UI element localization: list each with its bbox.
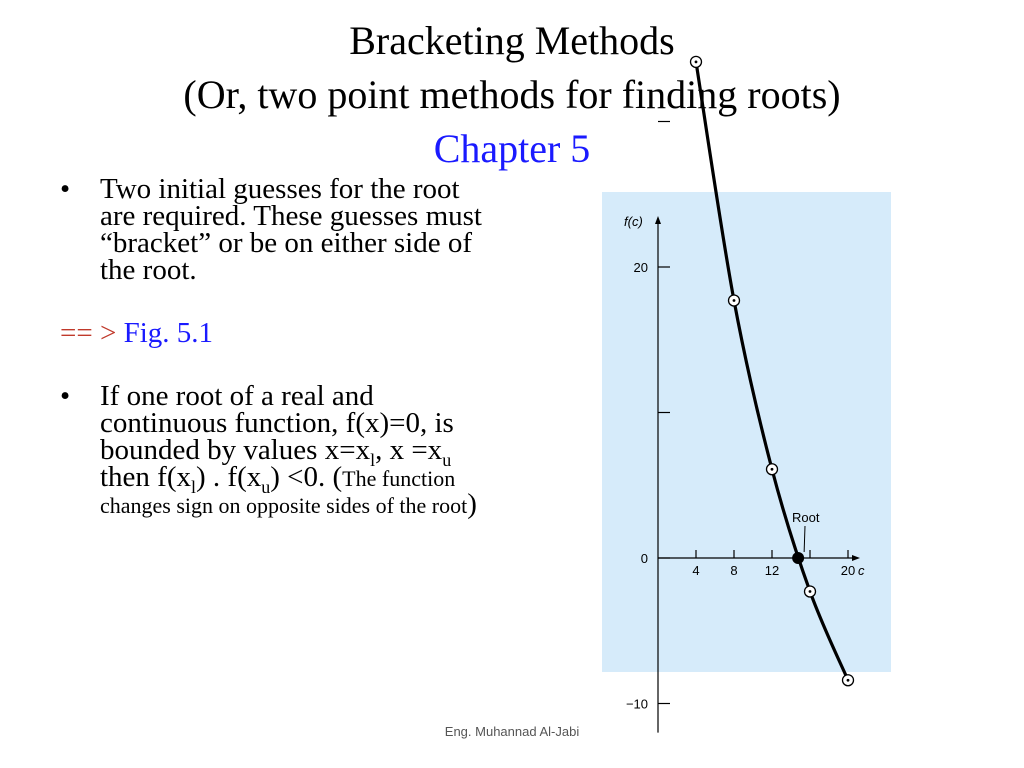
subscript-l: l [370, 449, 376, 470]
bullet-2-text-c: then f(x [100, 461, 191, 493]
y-tick-label: 0 [640, 551, 648, 566]
chapter-label: Chapter 5 [433, 126, 591, 171]
reference-arrow: == > [60, 317, 117, 349]
bullet-1-text: Two initial guesses for the root are required. These guesses must “bracket” or be on either side of the root. [100, 173, 482, 286]
root-marker [792, 552, 804, 564]
subscript-u: u [261, 476, 271, 497]
bullet-dot: • [60, 173, 71, 205]
subscript-l: l [191, 476, 197, 497]
bullet-1 [60, 173, 500, 286]
figure-link: Fig. 5.1 [123, 317, 214, 349]
x-tick-label: 20 [840, 563, 856, 578]
y-tick-label: 20 [633, 260, 648, 275]
data-point-center [809, 590, 812, 593]
bullet-2 [60, 380, 500, 520]
x-axis-label: c [858, 563, 865, 578]
bullet-2-text-d: ) . f(x [196, 461, 262, 493]
root-label: Root [792, 510, 820, 525]
bullet-2-close: ) [467, 488, 477, 520]
data-point-center [695, 60, 698, 63]
bullet-2-text-b: , x =x [375, 434, 443, 466]
bullet-list [60, 173, 500, 520]
root-bracket-chart [602, 192, 891, 712]
subscript-u: u [442, 449, 452, 470]
slide-title [0, 14, 1024, 176]
data-point-center [733, 299, 736, 302]
data-point-center [771, 468, 774, 471]
x-tick-label: 8 [730, 563, 738, 578]
x-tick-label: 4 [692, 563, 700, 578]
title-line-2: (Or, two point methods for finding roots) [183, 72, 841, 117]
x-axis-arrow [852, 555, 860, 561]
footer-author: Eng. Muhannad Al-Jabi [444, 724, 580, 739]
y-axis-label: f(c) [624, 214, 643, 229]
figure-reference [60, 317, 500, 349]
title-line-1: Bracketing Methods [349, 18, 675, 63]
bullet-2-text-e: ) <0. ( [270, 461, 343, 493]
bullet-dot: • [60, 380, 71, 412]
bullet-2-note: The function changes sign on opposite sides of the root [100, 466, 468, 518]
bullet-2-text-a: If one root of a real and continuous function, f(x)=0, is bounded by values x=x [100, 380, 454, 466]
root-leader-line [804, 526, 805, 552]
x-tick-label: 12 [764, 563, 780, 578]
data-point-center [847, 679, 850, 682]
y-axis-arrow [655, 216, 661, 224]
y-tick-label: −10 [625, 696, 648, 712]
figure-5-1 [602, 192, 891, 712]
